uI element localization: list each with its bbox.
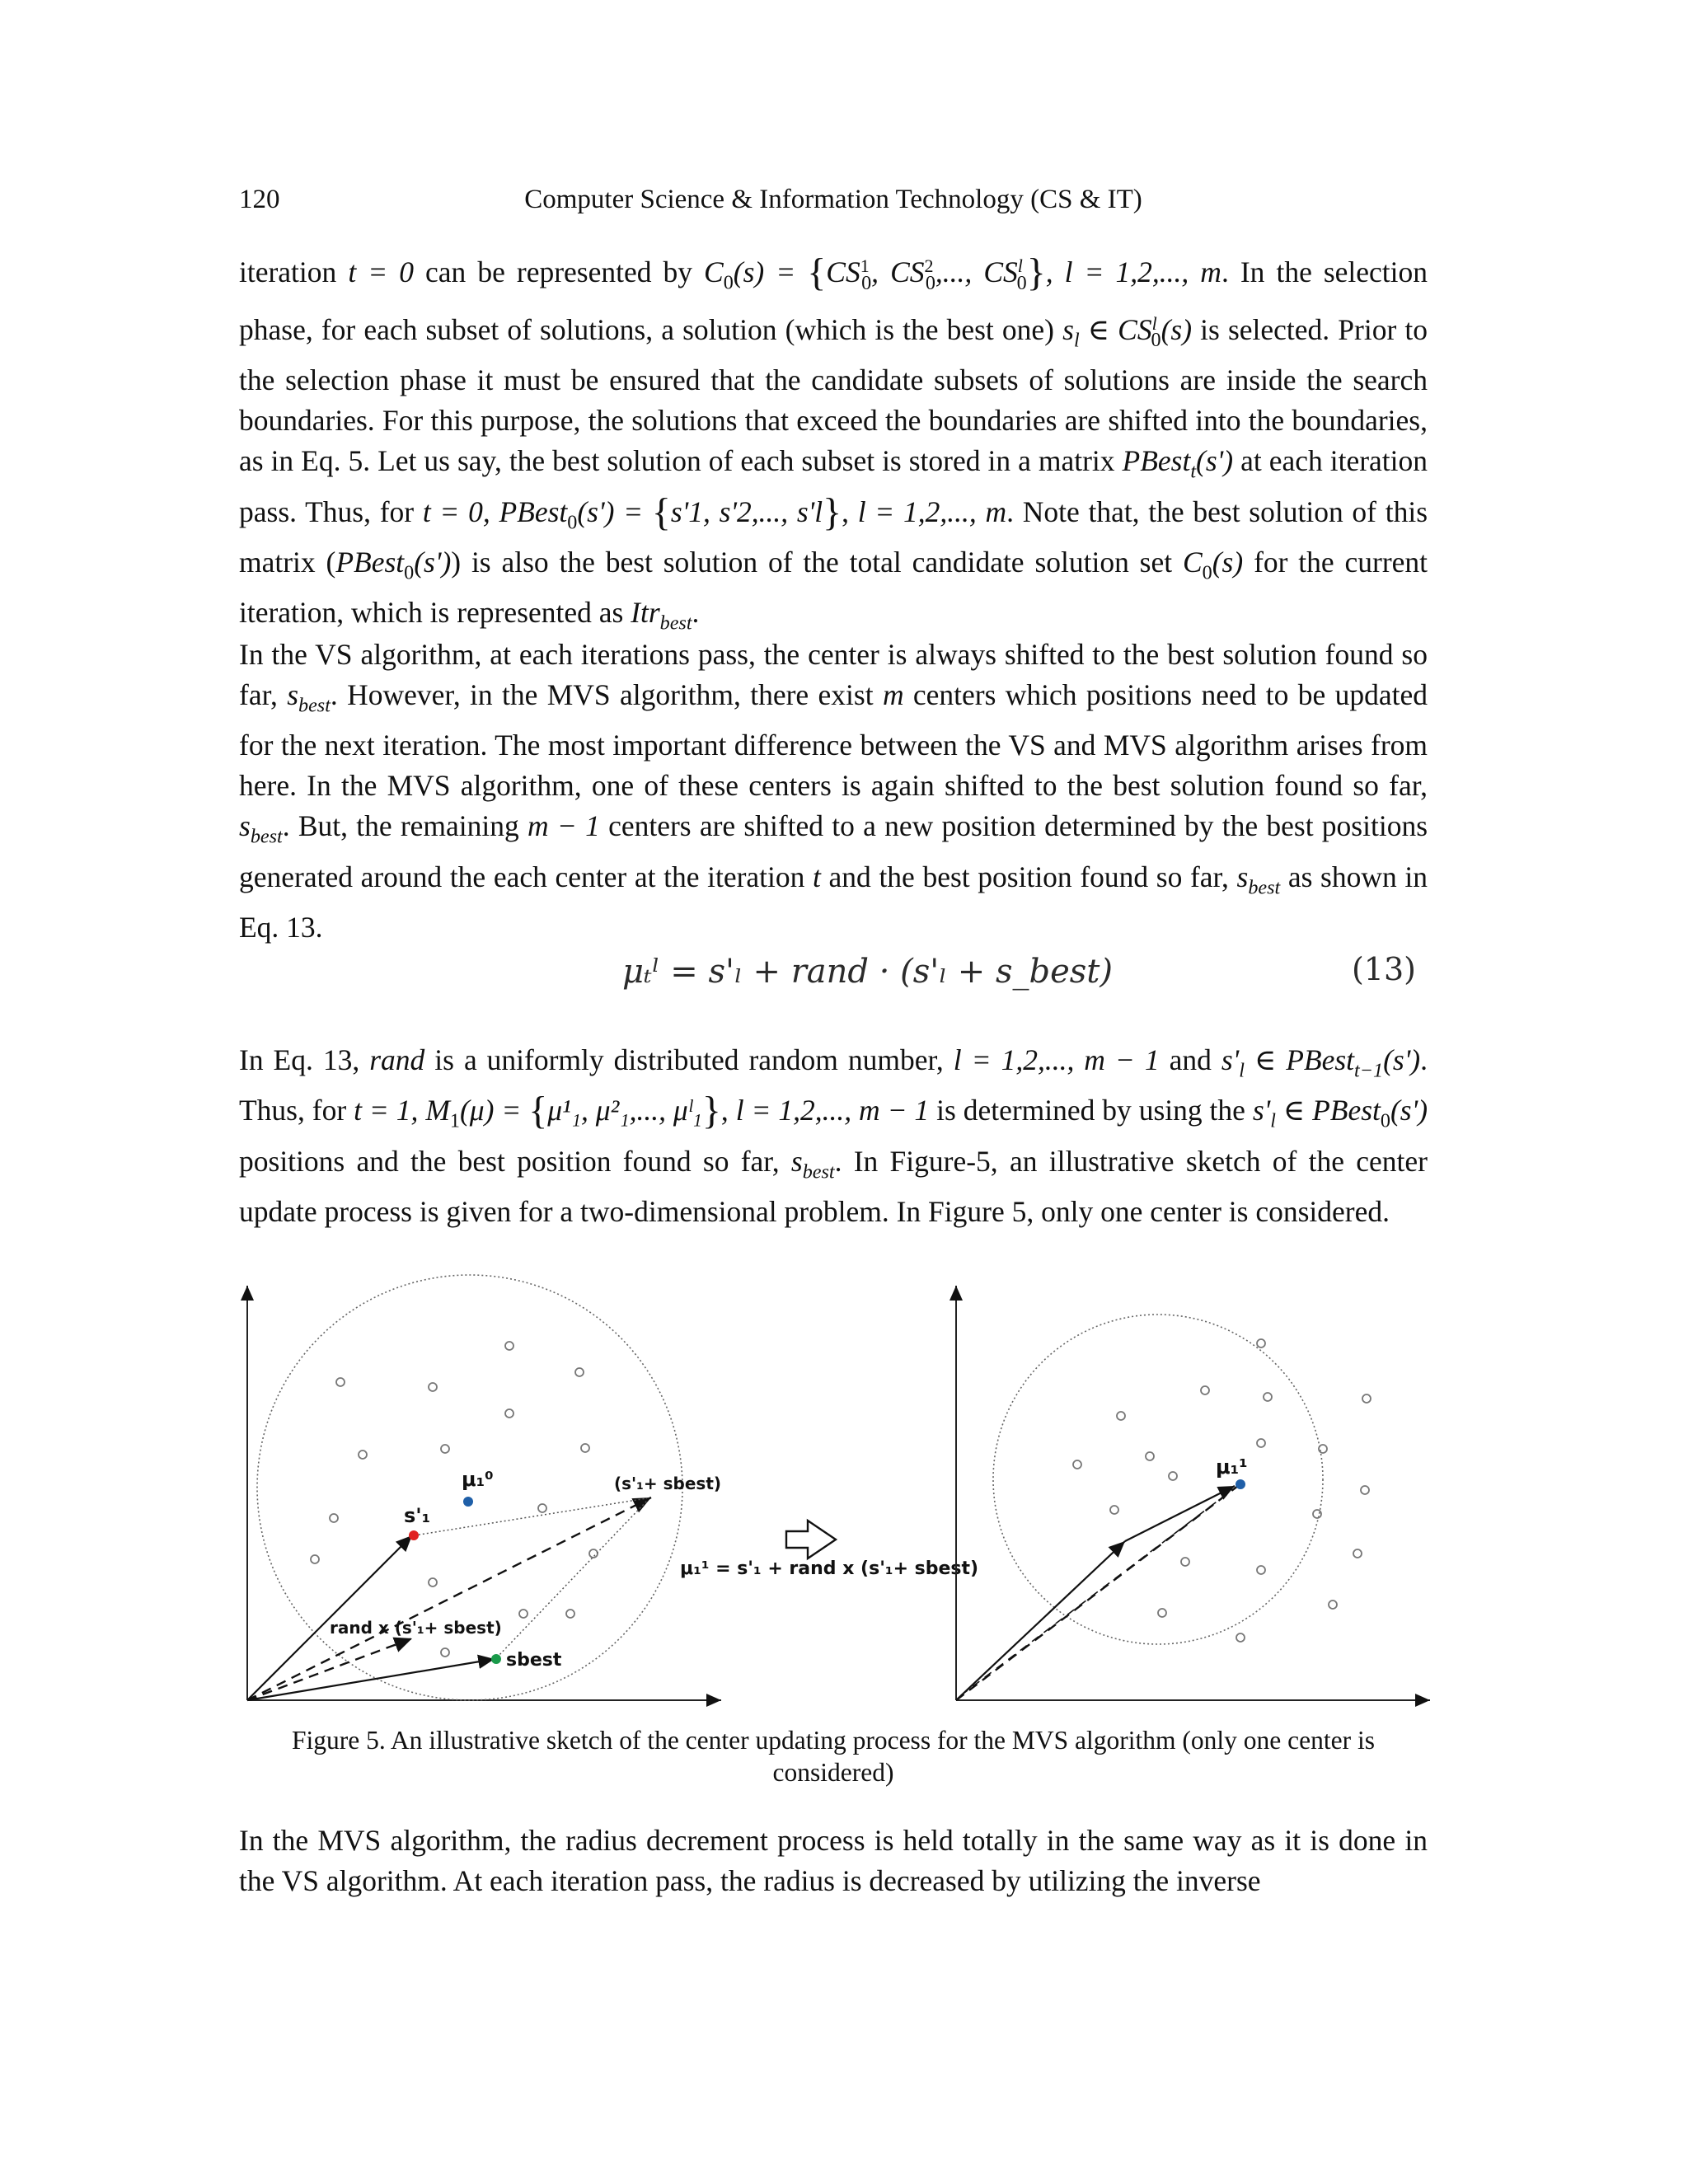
candidate-point: [1181, 1558, 1189, 1566]
candidate-point: [1329, 1601, 1337, 1609]
label-update-formula: μ₁¹ = s'₁ + rand x (s'₁+ sbest): [680, 1558, 979, 1579]
candidate-point: [1257, 1566, 1265, 1574]
equation-expression: μₜˡ = s'ₗ + rand · (s'ₗ + s_best): [622, 953, 1113, 991]
figure-5-sketch: [231, 1273, 1442, 1718]
label-mu11: μ₁¹: [1216, 1455, 1248, 1479]
vector-right-solid-2: [1125, 1486, 1235, 1541]
right-arrow-icon: [786, 1521, 836, 1558]
vector-right-dashed-2: [961, 1489, 1233, 1695]
candidate-point: [575, 1368, 584, 1376]
candidate-point: [505, 1342, 513, 1350]
equation-number: (13): [1351, 951, 1416, 987]
candidate-point: [311, 1555, 319, 1563]
transition: [680, 1521, 978, 1579]
label-mu10: μ₁⁰: [462, 1468, 494, 1491]
right-search-circle: [993, 1315, 1323, 1644]
label-rand: rand x (s'₁+ sbest): [330, 1618, 502, 1638]
paragraph-radius-decrement: In the MVS algorithm, the radius decrement process is held totally in the same way as it is done in the VS algorithm. At each iteration pass, the radius is decreased by utilizing the inverse: [239, 1824, 1428, 1897]
candidate-point: [1073, 1460, 1081, 1469]
candidate-point: [336, 1378, 345, 1386]
vector-to-sbest: [247, 1659, 495, 1700]
candidate-point: [441, 1445, 449, 1453]
paragraph-selection-phase: iteration t = 0 can be represented by $C_0(s) = \{CS^1_0$, $CS^2_0$,..., $CS^l_0$}, l = 1,2,..., m. In the selection phase, for each subset of solutions, a solution (which is the best one) $s_l$ ∈ $CS^l_0(s)$ is selected. Prior to the selection phase it must be ensured that the candidate subsets of solutions are inside the search boundaries. For this purpose, the solutions that exceed the boundaries are shifted into the boundaries, as in Eq. 5. Let us say, the best solution of each subset is stored in a matrix PBest$_t$(s') at each iteration pass. Thus, for t = 0, PBest$_0$(s') = {s'1, s'2,..., s'l}, l = 1,2,..., m. Note that, the best solution of this matrix (PBest$_0$(s')) is also the best solution of the total candidate solution set $C_0(s)$ for the current iteration, which is represented as Itr$_{best}$.: [239, 250, 1428, 635]
candidate-points-right: [1073, 1339, 1371, 1642]
candidate-point: [1319, 1445, 1327, 1453]
candidate-point: [1362, 1394, 1371, 1403]
candidate-point: [1257, 1339, 1265, 1347]
dotted-s1-to-sum: [415, 1498, 647, 1535]
mu11-point: [1236, 1479, 1245, 1489]
paragraph-center-shift: In the VS algorithm, at each iterations pass, the center is always shifted to the best solution found so far, $s_{best}$. However, in the MVS algorithm, there exist m centers which positions need to be updated for the next iteration. The most important difference between the VS and MVS algorithm arises from here. In the MVS algorithm, one of these centers is again shifted to the best solution found so far, $s_{best}$. But, the remaining m − 1 centers are shifted to a new position determined by the best positions generated around the each center at the iteration t and the best position found so far, $s_{best}$ as shown in Eq. 13.: [239, 638, 1428, 944]
page-number: 120: [239, 185, 280, 214]
candidate-point: [505, 1409, 513, 1418]
mu10-point: [463, 1497, 473, 1507]
candidate-point: [441, 1648, 449, 1657]
candidate-point: [566, 1610, 574, 1618]
page-header: [239, 185, 1428, 224]
paragraph-eq13-explanation: In Eq. 13, rand is a uniformly distributed random number, l = 1,2,..., m − 1 and $s'_l$ ∈ PBest$_{t-1}$(s'). Thus, for t = 1, $M_1(\mu) = \{\mu^1_1$, μ²₁,..., μˡ₁}, l = 1,2,..., m − 1 is determined by using the $s'_l$ ∈ PBest$_0$(s') positions and the best position found so far, $s_{best}$. In Figure-5, an illustrative sketch of the center update process is given for a two-dimensional problem. In Figure 5, only one center is considered.: [239, 1043, 1428, 1229]
candidate-point: [1169, 1472, 1177, 1480]
label-sum: (s'₁+ sbest): [614, 1474, 722, 1493]
left-panel: [247, 1275, 721, 1700]
candidate-points-left: [311, 1342, 598, 1657]
candidate-point: [1201, 1386, 1209, 1394]
candidate-point: [589, 1549, 598, 1558]
candidate-point: [581, 1444, 589, 1452]
candidate-point: [1158, 1609, 1166, 1617]
candidate-point: [1257, 1439, 1265, 1447]
equation-13: [239, 948, 1428, 1005]
candidate-point: [1117, 1412, 1125, 1420]
candidate-point: [538, 1504, 546, 1512]
s1-point: [409, 1530, 419, 1540]
candidate-point: [519, 1610, 528, 1618]
candidate-point: [429, 1578, 437, 1586]
candidate-point: [429, 1383, 437, 1391]
candidate-point: [1353, 1549, 1362, 1558]
candidate-point: [1264, 1393, 1272, 1401]
label-sbest: sbest: [506, 1650, 562, 1671]
label-s1: s'₁: [404, 1504, 431, 1527]
vector-right-solid: [956, 1541, 1125, 1700]
figure-5: [231, 1273, 1442, 1718]
candidate-point: [1110, 1506, 1118, 1514]
figure-5-caption: Figure 5. An illustrative sketch of the center updating process for the MVS algorithm (only one center is considered): [292, 1726, 1375, 1787]
candidate-point: [1361, 1486, 1369, 1494]
candidate-point: [359, 1451, 367, 1459]
candidate-point: [1146, 1452, 1154, 1460]
candidate-point: [1313, 1510, 1321, 1518]
journal-title: Computer Science & Information Technology (CS & IT): [524, 185, 1142, 214]
sbest-point: [491, 1654, 501, 1664]
right-panel: [956, 1286, 1430, 1700]
vector-to-sum: [247, 1497, 651, 1700]
candidate-point: [330, 1514, 338, 1522]
candidate-point: [1236, 1633, 1245, 1642]
